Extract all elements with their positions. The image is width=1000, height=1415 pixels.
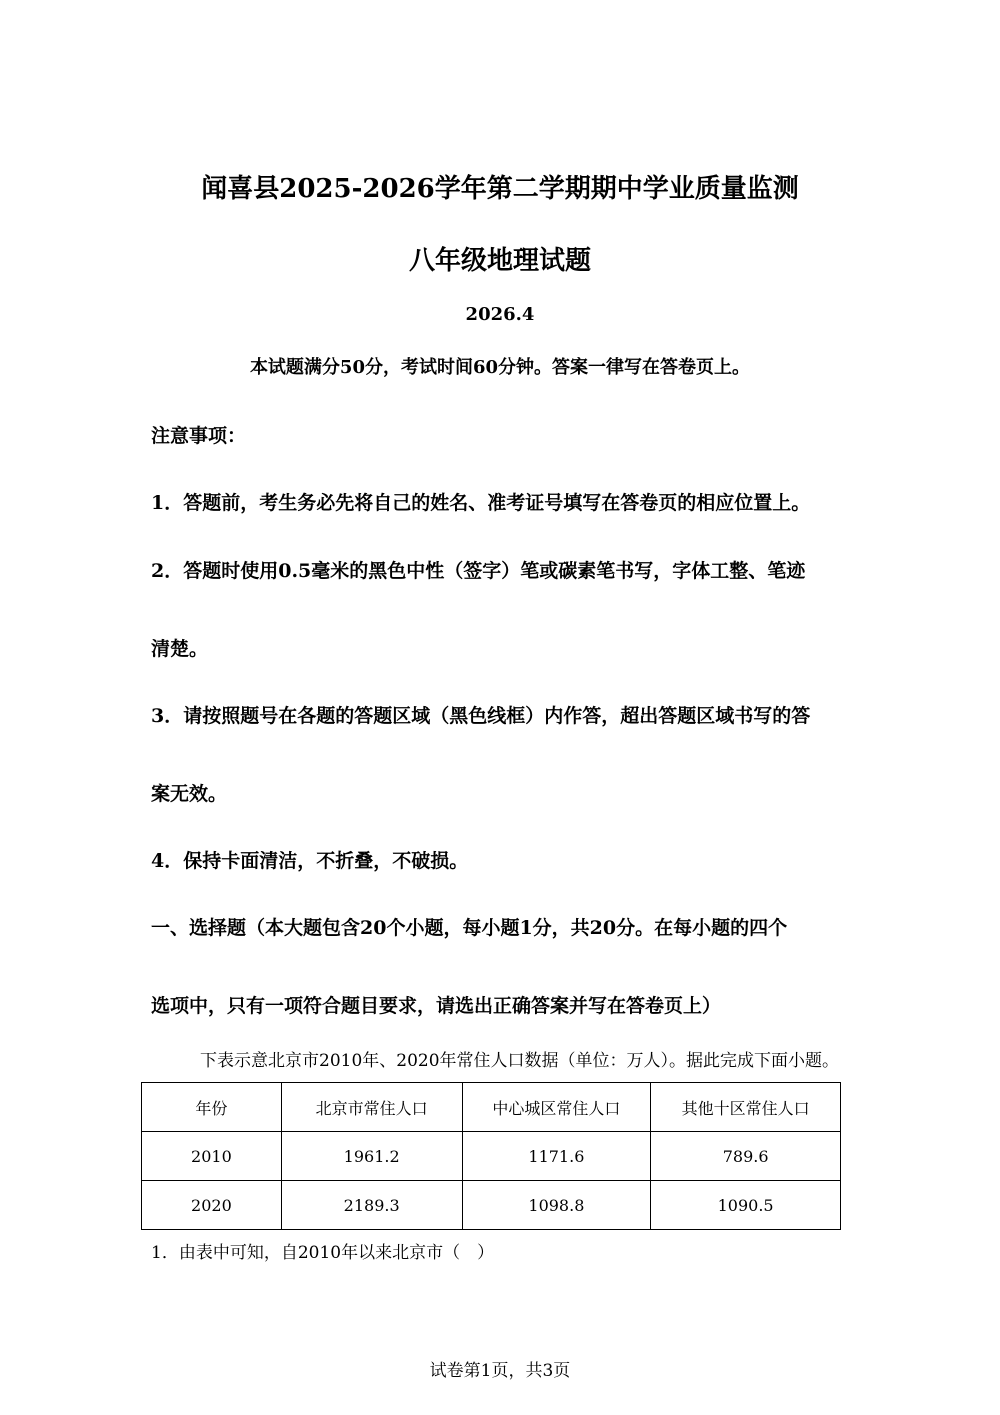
table-row bbox=[142, 1132, 841, 1181]
note-item-3-line-2: 案无效。 bbox=[151, 783, 228, 805]
notes-heading: 注意事项： bbox=[151, 425, 247, 447]
exam-intro: 本试题满分50分，考试时间60分钟。答案一律写在答卷页上。 bbox=[249, 357, 751, 378]
note-item-4: 4．保持卡面清洁，不折叠，不破损。 bbox=[151, 850, 469, 872]
table-cell: 1171.6 bbox=[462, 1132, 651, 1181]
table-cell: 1098.8 bbox=[462, 1181, 651, 1230]
table-header-cell: 北京市常住人口 bbox=[281, 1083, 462, 1132]
table-cell: 2020 bbox=[142, 1181, 282, 1230]
table-cell: 2189.3 bbox=[281, 1181, 462, 1230]
table-cell: 789.6 bbox=[651, 1132, 841, 1181]
note-item-1: 1．答题前，考生务必先将自己的姓名、准考证号填写在答卷页的相应位置上。 bbox=[151, 492, 811, 514]
question-1: 1．由表中可知，自2010年以来北京市（ ） bbox=[151, 1243, 495, 1263]
note-item-2-line-1: 2．答题时使用0.5毫米的黑色中性（签字）笔或碳素笔书写，字体工整、笔迹 bbox=[151, 560, 806, 582]
table-header-cell: 年份 bbox=[142, 1083, 282, 1132]
section-heading-line-2: 选项中，只有一项符合题目要求，请选出正确答案并写在答卷页上） bbox=[151, 995, 722, 1017]
table-row bbox=[142, 1181, 841, 1230]
table-cell: 1961.2 bbox=[281, 1132, 462, 1181]
table-lead-text: 下表示意北京市2010年、2020年常住人口数据（单位：万人）。据此完成下面小题。 bbox=[200, 1051, 840, 1071]
population-table bbox=[141, 1082, 841, 1230]
table-cell: 1090.5 bbox=[651, 1181, 841, 1230]
exam-subtitle: 八年级地理试题 bbox=[408, 246, 591, 276]
section-heading-line-1: 一、选择题（本大题包含20个小题，每小题1分，共20分。在每小题的四个 bbox=[151, 917, 788, 939]
table-header-cell: 中心城区常住人口 bbox=[462, 1083, 651, 1132]
table-cell: 2010 bbox=[142, 1132, 282, 1181]
table-header-row bbox=[142, 1083, 841, 1132]
exam-date: 2026.4 bbox=[465, 304, 535, 325]
note-item-3-line-1: 3．请按照题号在各题的答题区域（黑色线框）内作答，超出答题区域书写的答 bbox=[151, 705, 811, 727]
exam-title: 闻喜县2025-2026学年第二学期期中学业质量监测 bbox=[201, 174, 799, 204]
page-footer: 试卷第1页，共3页 bbox=[429, 1361, 571, 1381]
table-header-cell: 其他十区常住人口 bbox=[651, 1083, 841, 1132]
note-item-2-line-2: 清楚。 bbox=[151, 638, 209, 660]
